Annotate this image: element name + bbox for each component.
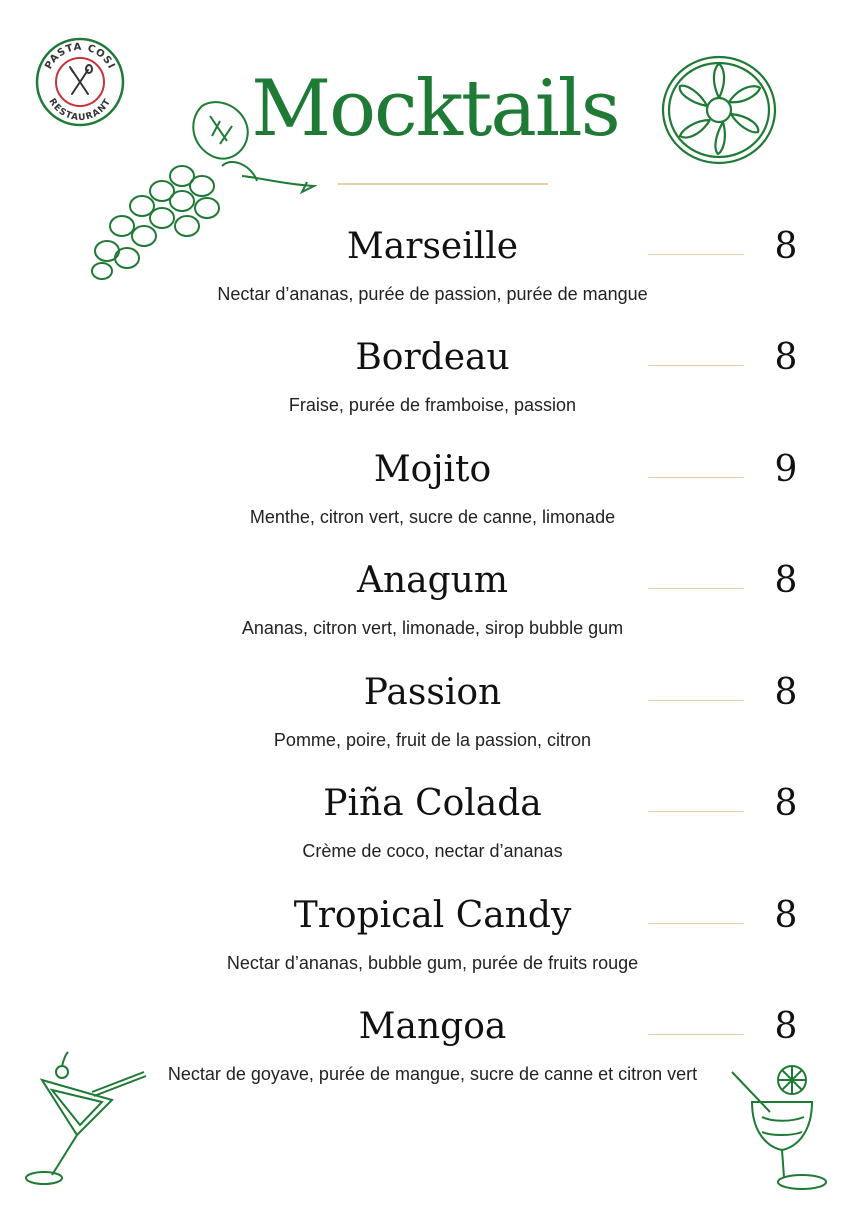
item-price: 8 [774, 783, 798, 824]
item-description: Nectar d’ananas, purée de passion, purée de mangue [217, 284, 648, 304]
item-description: Nectar de goyave, purée de mangue, sucre de canne et citron vert [167, 1064, 698, 1084]
martini-glass-illustration [22, 1050, 154, 1190]
price-rule [648, 588, 744, 589]
citrus-slice-illustration [660, 54, 778, 166]
price-rule [648, 1034, 744, 1035]
tropical-drink-illustration [722, 1062, 840, 1194]
item-name: Mojito [373, 449, 492, 490]
menu-item [0, 449, 865, 549]
item-description: Fraise, purée de framboise, passion [288, 395, 577, 415]
item-name: Passion [363, 672, 502, 713]
item-description: Pomme, poire, fruit de la passion, citron [273, 730, 592, 750]
price-rule [648, 477, 744, 478]
item-price: 8 [774, 895, 798, 936]
item-description: Crème de coco, nectar d’ananas [302, 841, 563, 861]
menu-item [0, 226, 865, 326]
page-title: Mocktails [251, 64, 619, 154]
item-name: Piña Colada [323, 783, 542, 824]
logo-top-text: PASTA COSI [43, 41, 117, 72]
price-rule [648, 923, 744, 924]
logo-bottom-text: RESTAURANT [46, 96, 114, 124]
title-divider [338, 183, 548, 185]
item-price: 8 [774, 1006, 798, 1047]
item-price: 8 [774, 226, 798, 267]
price-rule [648, 700, 744, 701]
price-rule [648, 254, 744, 255]
item-name: Tropical Candy [293, 895, 572, 936]
item-description: Menthe, citron vert, sucre de canne, limonade [249, 507, 616, 527]
item-price: 8 [774, 337, 798, 378]
item-price: 8 [774, 560, 798, 601]
item-price: 9 [774, 449, 798, 490]
item-name: Marseille [346, 226, 519, 267]
item-name: Mangoa [358, 1006, 507, 1047]
menu-item [0, 560, 865, 660]
price-rule [648, 365, 744, 366]
price-rule [648, 811, 744, 812]
menu-item [0, 895, 865, 995]
menu-item [0, 672, 865, 772]
item-description: Nectar d’ananas, bubble gum, purée de fruits rouge [226, 953, 639, 973]
item-name: Anagum [356, 560, 508, 601]
item-name: Bordeau [355, 337, 510, 378]
item-price: 8 [774, 672, 798, 713]
item-description: Ananas, citron vert, limonade, sirop bubble gum [241, 618, 624, 638]
menu-item [0, 337, 865, 437]
menu-item [0, 783, 865, 883]
fork-spoon-icon [70, 65, 92, 94]
